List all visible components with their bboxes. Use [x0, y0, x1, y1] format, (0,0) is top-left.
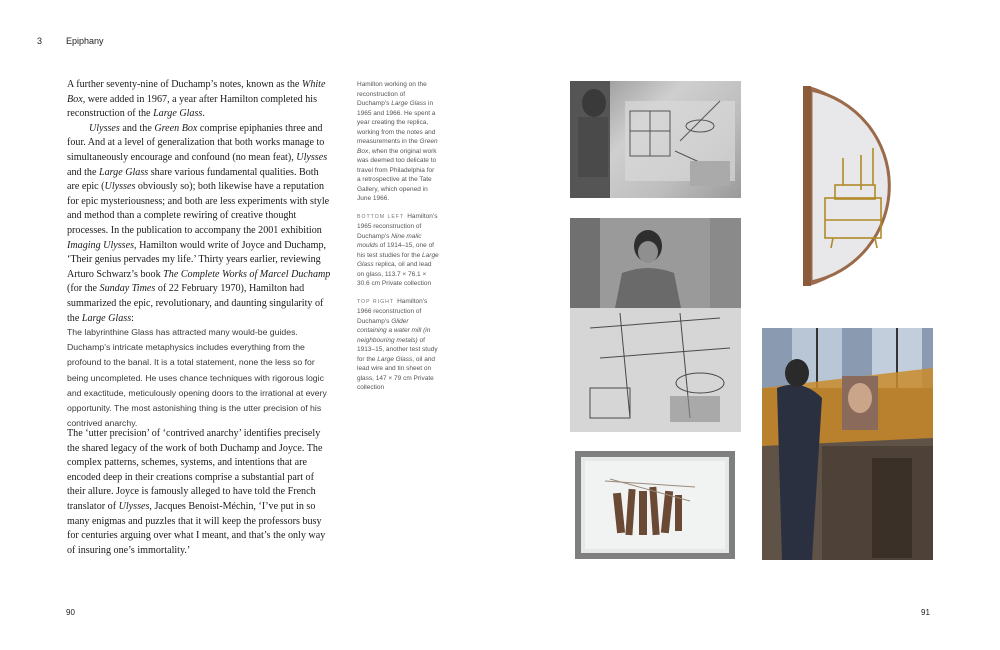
caption-1: Hamilton working on the reconstruction of Duchamp’s Large Glass in 1965 and 1966. He spent a year creating the replica, working from the notes and measurements in the Green Box, when the original work was deemed too delicate to travel from Philadelphia for a retrospective at the Tate Gallery, which opened in June 1966.: [357, 81, 438, 202]
block-quote: The labyrinthine Glass has attracted many would-be guides. Duchamp’s intricate metaphysics includes everything from the profound to the banal. It is a total statement, none the less so for being uncompleted. He uses chance techniques with rigorous logic and exactitude, meticulously opening doors to the irrational at every opportunity. The most astonishing thing is the utter precision of his contrived anarchy.: [67, 327, 327, 429]
photo-glider-water-mill: [795, 80, 920, 292]
paragraph-1: A further seventy-nine of Duchamp’s notes, known as the White Box, were added in 1967, a year after Hamilton completed his reconstruction of the Large Glass.: [67, 79, 326, 120]
photo-hamilton-with-glass-color: [762, 328, 933, 560]
caption-label: BOTTOM LEFT: [357, 213, 405, 220]
photo-hamilton-working-center: [570, 218, 741, 432]
caption-3: TOP RIGHT Hamilton’s 1966 reconstruction of Duchamp’s Glider containing a water mill (in neighbouring metals) of 1913–15, another test study for the Large Glass, oil and lead wire and tin sheet on glass, 147 × 79 cm Private collection: [357, 297, 438, 391]
photo-nine-malic-moulds: [575, 451, 735, 559]
chapter-title: Epiphany: [66, 36, 104, 46]
caption-2: BOTTOM LEFT Hamilton’s 1965 reconstruction of Duchamp’s Nine malic moulds of 1914–15, one of his test studies for the Large Glass replica, oil and lead on glass, 113.7 × 76.1 × 30.6 cm Private collection: [357, 212, 439, 287]
main-text-column: [67, 78, 333, 326]
caption-label: TOP RIGHT: [357, 298, 395, 305]
folio-left: 90: [66, 608, 75, 617]
paragraph-2: Ulysses and the Green Box comprise epiphanies three and four. And at a level of generalization that both works manage to simultaneously encourage and confound (no mean feat), Ulysses and the Large Glass share various fundamental qualities. Both are epic (Ulysses obviously so); both likewise have a reputation for epic mysteriousness; and both are less experiments with style and method than a complete rewiring of creative thought processes. In the publication to accompany the 2001 exhibition Imaging Ulysses, Hamilton would write of Joyce and Duchamp, ‘Their genius pervades my life.’ Thirty years earlier, reviewing Arturo Schwarz’s book The Complete Works of Marcel Duchamp (for the Sunday Times of 22 February 1970), Hamilton had summarized the epic, revolutionary, and daunting singularity of the Large Glass:: [67, 122, 331, 324]
photo-hamilton-working-top: [570, 81, 741, 198]
caption-column: [357, 80, 439, 393]
folio-right: 91: [921, 608, 930, 617]
chapter-number: 3: [37, 36, 43, 46]
paragraph-3: The ‘utter precision’ of ‘contrived anarchy’ identifies precisely the shared legacy of the work of both Duchamp and Joyce. The complex patterns, schemes, systems, and intentions that are encoded deep in their creations comprise a substantial part of their allure. Joyce is famously alleged to have told the French translator of Ulysses, Jacques Benoist-Méchin, ‘I’ve put in so many enigmas and puzzles that it will keep the professors busy for centuries arguing over what I meant, and that’s the only way of insuring one’s immortality.’: [67, 428, 326, 556]
